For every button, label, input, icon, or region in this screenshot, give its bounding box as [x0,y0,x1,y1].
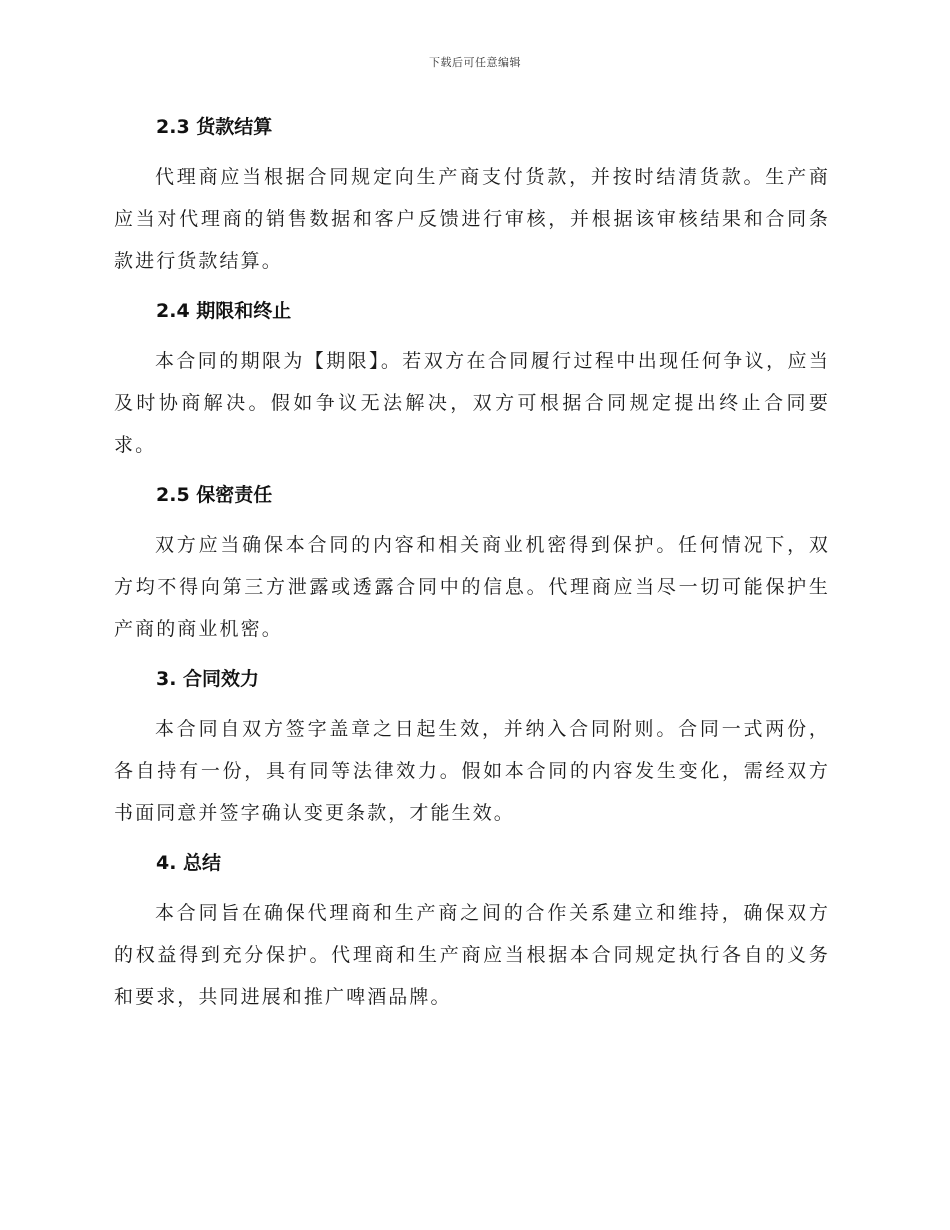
section-heading: 3. 合同效力 [156,668,260,690]
section-heading: 2.4 期限和终止 [156,300,292,322]
section-heading: 2.3 货款结算 [156,116,273,138]
section-paragraph: 本合同旨在确保代理商和生产商之间的合作关系建立和维持，确保双方的权益得到充分保护。代理商和生产商应当根据本合同规定执行各自的义务和要求，共同进展和推广啤酒品牌。 [114,902,830,1008]
section-paragraph: 代理商应当根据合同规定向生产商支付货款，并按时结清货款。生产商应当对代理商的销售数据和客户反馈进行审核，并根据该审核结果和合同条款进行货款结算。 [114,166,830,272]
section-paragraph: 双方应当确保本合同的内容和相关商业机密得到保护。任何情况下，双方均不得向第三方泄露或透露合同中的信息。代理商应当尽一切可能保护生产商的商业机密。 [114,534,830,640]
section-paragraph: 本合同的期限为【期限】。若双方在合同履行过程中出现任何争议，应当及时协商解决。假如争议无法解决，双方可根据合同规定提出终止合同要求。 [114,350,830,456]
page-header-note: 下载后可任意编辑 [429,56,521,69]
section-payment-settlement [114,112,830,282]
section-term-termination [114,296,830,466]
section-confidentiality [114,480,830,650]
section-heading: 2.5 保密责任 [156,484,273,506]
section-paragraph: 本合同自双方签字盖章之日起生效，并纳入合同附则。合同一式两份，各自持有一份，具有同等法律效力。假如本合同的内容发生变化，需经双方书面同意并签字确认变更条款，才能生效。 [114,718,830,824]
section-summary [114,848,830,1018]
document-body [114,112,830,1032]
section-contract-validity [114,664,830,834]
section-heading: 4. 总结 [156,852,222,874]
